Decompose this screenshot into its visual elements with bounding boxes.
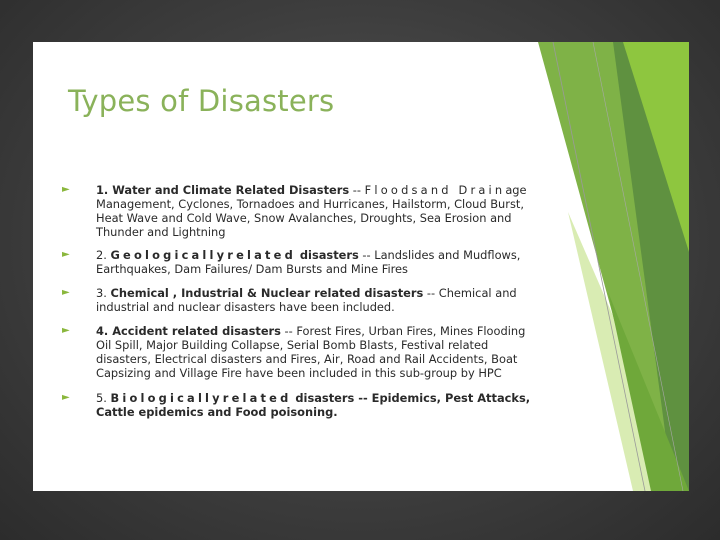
bullet-arrow-icon: ►	[62, 287, 70, 298]
bullet-lead: 1. Water and Climate Related Disasters	[96, 183, 350, 197]
bullet-item	[62, 248, 542, 276]
bullet-rest: -- Chemical and industrial and nuclear disasters have been included.	[96, 286, 517, 314]
bullet-arrow-icon: ►	[62, 392, 70, 403]
bullet-spaced: Geologicallyrelated	[110, 248, 296, 262]
bullet-number: 2.	[96, 248, 111, 262]
bullet-bold: Chemical , Industrial & Nuclear related disasters	[110, 286, 424, 300]
bullet-lead: 5.	[96, 391, 111, 405]
bullet-text	[96, 324, 542, 380]
slide	[33, 42, 689, 491]
bullet-bold: disasters	[295, 248, 359, 262]
slide-title: Types of Disasters	[68, 84, 335, 118]
bullet-bold: disasters -- Epidemics,	[291, 391, 442, 405]
bullet-item	[62, 391, 542, 419]
bullet-spaced: Biologicallyrelated	[110, 391, 292, 405]
bullet-item	[62, 324, 542, 380]
bullet-item	[62, 286, 542, 314]
bullet-text	[96, 286, 542, 314]
bullet-item	[62, 183, 542, 239]
bullet-text	[96, 248, 542, 276]
bullet-rest: Pest Attacks, Cattle epidemics and Food poisoning.	[96, 391, 531, 419]
bullet-separator: --	[349, 183, 365, 197]
bullet-spaced: Floodsand Drain	[364, 183, 506, 197]
bullet-rest: age Management, Cyclones, Tornadoes and Hurricanes, Hailstorm, Cloud Burst, Heat Wave and Cold Wave, Snow Avalanches, Droughts, Sea Erosion and Thunder and Lightning	[96, 183, 527, 239]
bullet-list	[62, 183, 542, 419]
bullet-lead: 4. Accident related disasters	[96, 324, 281, 338]
bullet-number: 3.	[96, 286, 111, 300]
bullet-rest: -- Landslides and Mudflows, Earthquakes, Dam Failures/ Dam Bursts and Mine Fires	[96, 248, 521, 276]
bullet-arrow-icon: ►	[62, 325, 70, 336]
bullet-arrow-icon: ►	[62, 249, 70, 260]
bullet-arrow-icon: ►	[62, 184, 70, 195]
bullet-text	[96, 391, 542, 419]
bullet-text	[96, 183, 542, 239]
bullet-rest: -- Forest Fires, Urban Fires, Mines Flooding Oil Spill, Major Building Collapse, Serial Bomb Blasts, Festival related disasters, Electrical disasters and Fires, Air, Road and Rail Accidents, Boat Capsizing and Village Fire have been included in this sub-group by HPC	[96, 324, 526, 380]
